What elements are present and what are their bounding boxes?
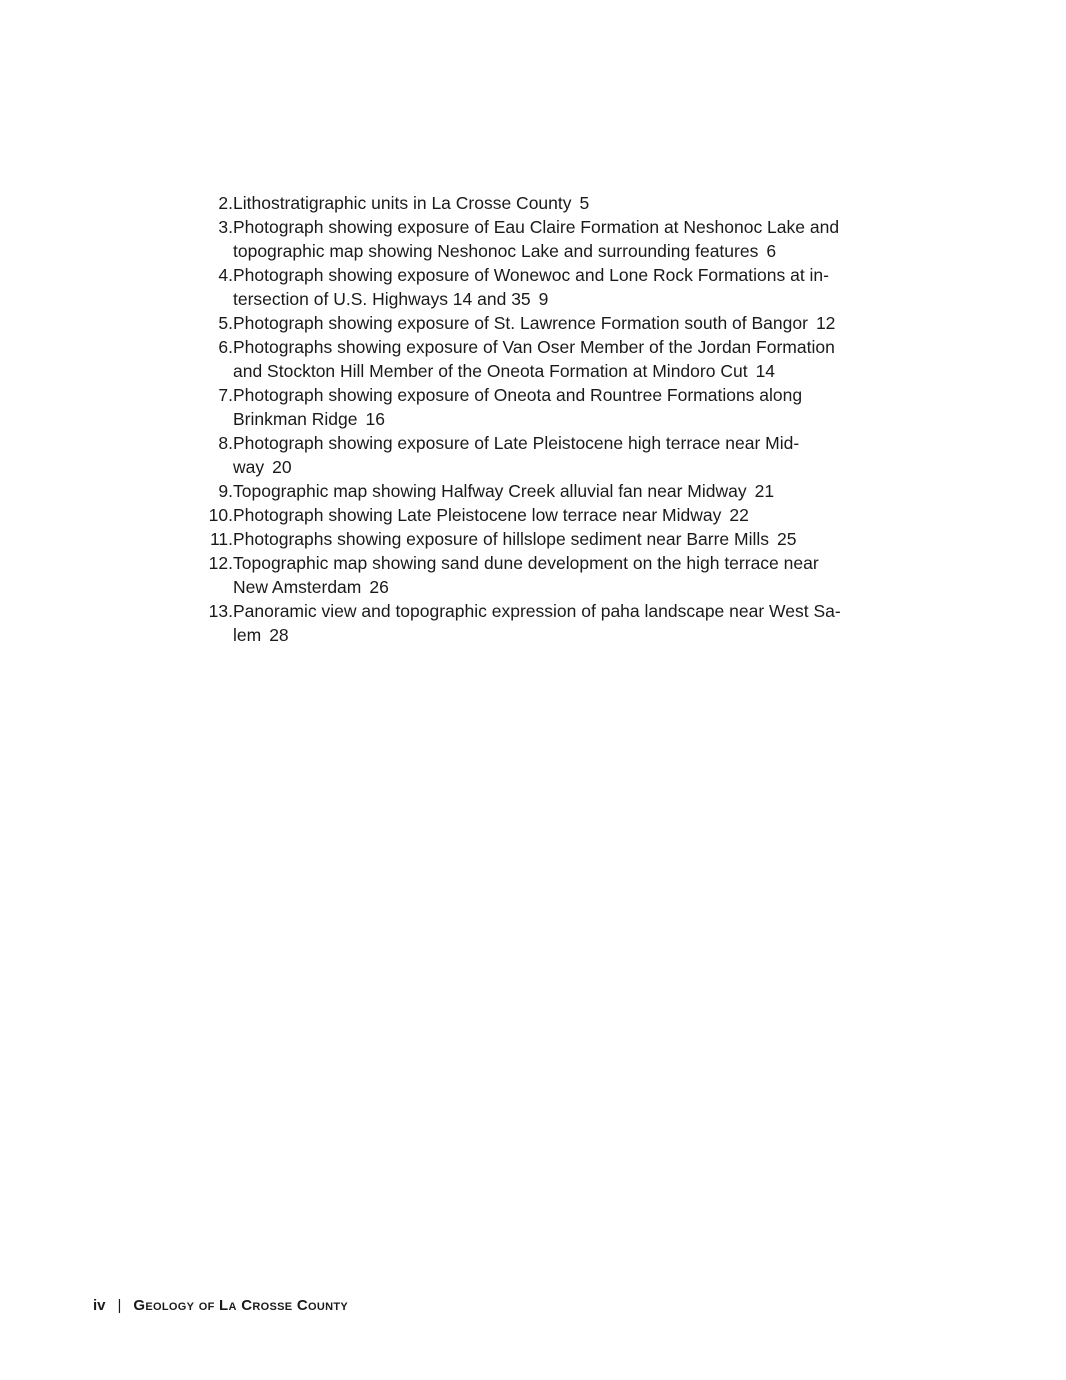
list-of-figures: [198, 191, 848, 647]
figure-page-number: 14: [755, 361, 776, 381]
figure-caption: Photograph showing exposure of St. Lawrence Formation south of Bangor: [233, 313, 808, 333]
figure-number: 11.: [209, 529, 233, 549]
figure-page-number: 28: [269, 625, 289, 645]
figure-number: 5.: [218, 313, 233, 333]
figure-page-number: 21: [754, 481, 775, 501]
figure-entry: [198, 527, 848, 551]
figure-caption: Photograph showing exposure of Eau Claire Formation at Neshonoc Lake and topographic map showing Neshonoc Lake and surrounding features: [233, 217, 840, 261]
figure-page-number: 12: [815, 313, 836, 333]
page-footer: [93, 1297, 348, 1314]
figure-number: 3.: [218, 217, 233, 237]
figure-caption: Topographic map showing Halfway Creek alluvial fan near Midway: [233, 481, 747, 501]
figure-number: 8.: [218, 433, 233, 453]
figure-entry-body: [233, 191, 848, 215]
figure-number: 12.: [208, 553, 233, 573]
figure-number: 2.: [218, 193, 233, 213]
figure-entry: [198, 599, 848, 647]
figure-caption: Photographs showing exposure of Van Oser Member of the Jordan Formation and Stockton Hill Member of the Oneota Formation at Mindoro Cut: [233, 337, 835, 381]
figure-entry-body: [233, 311, 848, 335]
figure-caption: Photographs showing exposure of hillslope sediment near Barre Mills: [233, 529, 769, 549]
figure-caption: Lithostratigraphic units in La Crosse County: [233, 193, 572, 213]
figure-page-number: 25: [776, 529, 797, 549]
figure-page-number: 5: [579, 193, 590, 213]
figure-page-number: 6: [766, 241, 777, 261]
figure-number: 10.: [208, 505, 233, 525]
figure-number: 4.: [218, 265, 233, 285]
figure-entry-body: [233, 431, 848, 479]
figure-caption: Topographic map showing sand dune development on the high terrace near New Amsterdam: [233, 553, 819, 597]
figure-page-number: 22: [729, 505, 749, 525]
figure-entry: [198, 263, 848, 311]
figure-caption: Photograph showing exposure of Late Pleistocene high terrace near Mid-way: [233, 433, 800, 477]
figure-entry: [198, 503, 848, 527]
figure-entry: [198, 311, 848, 335]
figure-page-number: 16: [365, 409, 385, 429]
figure-entry-body: [233, 527, 848, 551]
figure-entry: [198, 215, 848, 263]
figure-page-number: 26: [369, 577, 389, 597]
figure-entry-body: [233, 383, 848, 431]
figure-caption: Photograph showing exposure of Oneota and Rountree Formations along Brinkman Ridge: [233, 385, 803, 429]
running-title: Geology of La Crosse County: [133, 1297, 348, 1314]
figure-page-number: 9: [538, 289, 549, 309]
figure-number: 9.: [218, 481, 233, 501]
figure-entry: [198, 431, 848, 479]
figure-entry-body: [233, 263, 848, 311]
footer-separator: |: [117, 1297, 122, 1314]
figure-number: 6.: [218, 337, 233, 357]
figure-caption: Photograph showing exposure of Wonewoc and Lone Rock Formations at in-tersection of U.S. Highways 14 and 35: [233, 265, 829, 309]
figure-entry-body: [233, 503, 848, 527]
figure-caption: Panoramic view and topographic expression of paha landscape near West Sa-lem: [233, 601, 841, 645]
figure-number: 7.: [218, 385, 233, 405]
figure-entry: [198, 191, 848, 215]
figure-caption: Photograph showing Late Pleistocene low terrace near Midway: [233, 505, 722, 525]
figure-entry-body: [233, 599, 848, 647]
figure-entry-body: [233, 215, 848, 263]
figure-number: 13.: [208, 601, 233, 621]
page-number: iv: [93, 1297, 106, 1314]
figure-entry: [198, 551, 848, 599]
figure-entry-body: [233, 479, 848, 503]
figure-entry: [198, 335, 848, 383]
figure-entry-body: [233, 335, 848, 383]
figure-page-number: 20: [272, 457, 292, 477]
figure-entry: [198, 383, 848, 431]
figure-entry: [198, 479, 848, 503]
figure-entry-body: [233, 551, 848, 599]
